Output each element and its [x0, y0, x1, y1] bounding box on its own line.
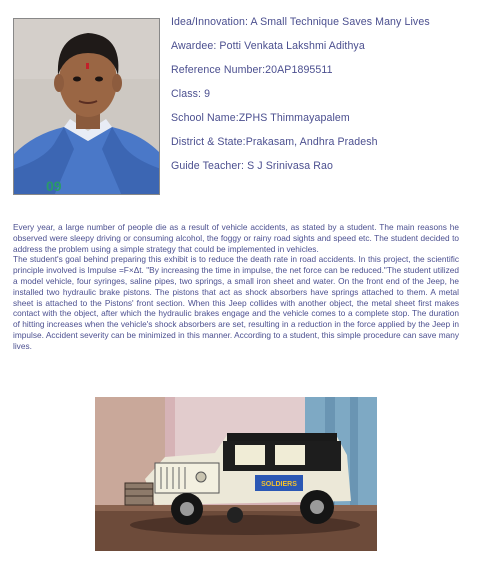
reference-number: Reference Number:20AP1895511	[171, 64, 333, 76]
jeep-badge-text: SOLDIERS	[261, 481, 297, 488]
guide-teacher: Guide Teacher: S J Srinivasa Rao	[171, 160, 333, 172]
student-portrait-image	[14, 19, 160, 195]
jeep-model-photo	[95, 397, 377, 551]
district-state: District & State:Prakasam, Andhra Pradesh	[171, 136, 378, 148]
student-photo	[13, 18, 160, 195]
class-label: Class: 9	[171, 88, 211, 100]
school-name: School Name:ZPHS Thimmayapalem	[171, 112, 350, 124]
jeep-model-image	[95, 397, 377, 551]
svg-text:09: 09	[46, 178, 62, 194]
project-description	[13, 222, 459, 352]
idea-title: Idea/Innovation: A Small Technique Saves Many Lives	[171, 16, 430, 28]
description-paragraph-1: Every year, a large number of people die as a result of vehicle accidents, as stated by a student. The main reasons he observed were sleepy driving or consuming alcohol, the foggy or rainy road sights and speed etc. The student decided to address the problem using a simple strategy that could be implemented in vehicles.	[13, 222, 459, 254]
description-paragraph-2: The student's goal behind preparing this exhibit is to reduce the death rate in road accidents. In this project, the scientific principle involved is Impulse =F×Δt. "By increasing the time in impulse, the net force can be reduced."The student utilized a model vehicle, four syringes, saline pipes, two springs, a small iron sheet and water. On the front end of the Jeep, he installed two hydraulic brake pistons. The pistons that act as shock absorbers have springs attached to them. A metal sheet is attached to the Pistons' front section. When this Jeep collides with another object, the metal sheet first makes contact with the object, after which the hydraulic brakes engage and the vehicle comes to a complete stop. The duration of hitting increases when the vehicle's shock absorbers are set, resulting in a reduction in the force applied by the Jeep in impulse. Accident severity can be minimized in this manner. According to a student, this simple procedure can save many lives.	[13, 254, 459, 351]
awardee-info-block	[171, 16, 481, 184]
awardee-name: Awardee: Potti Venkata Lakshmi Adithya	[171, 40, 365, 52]
